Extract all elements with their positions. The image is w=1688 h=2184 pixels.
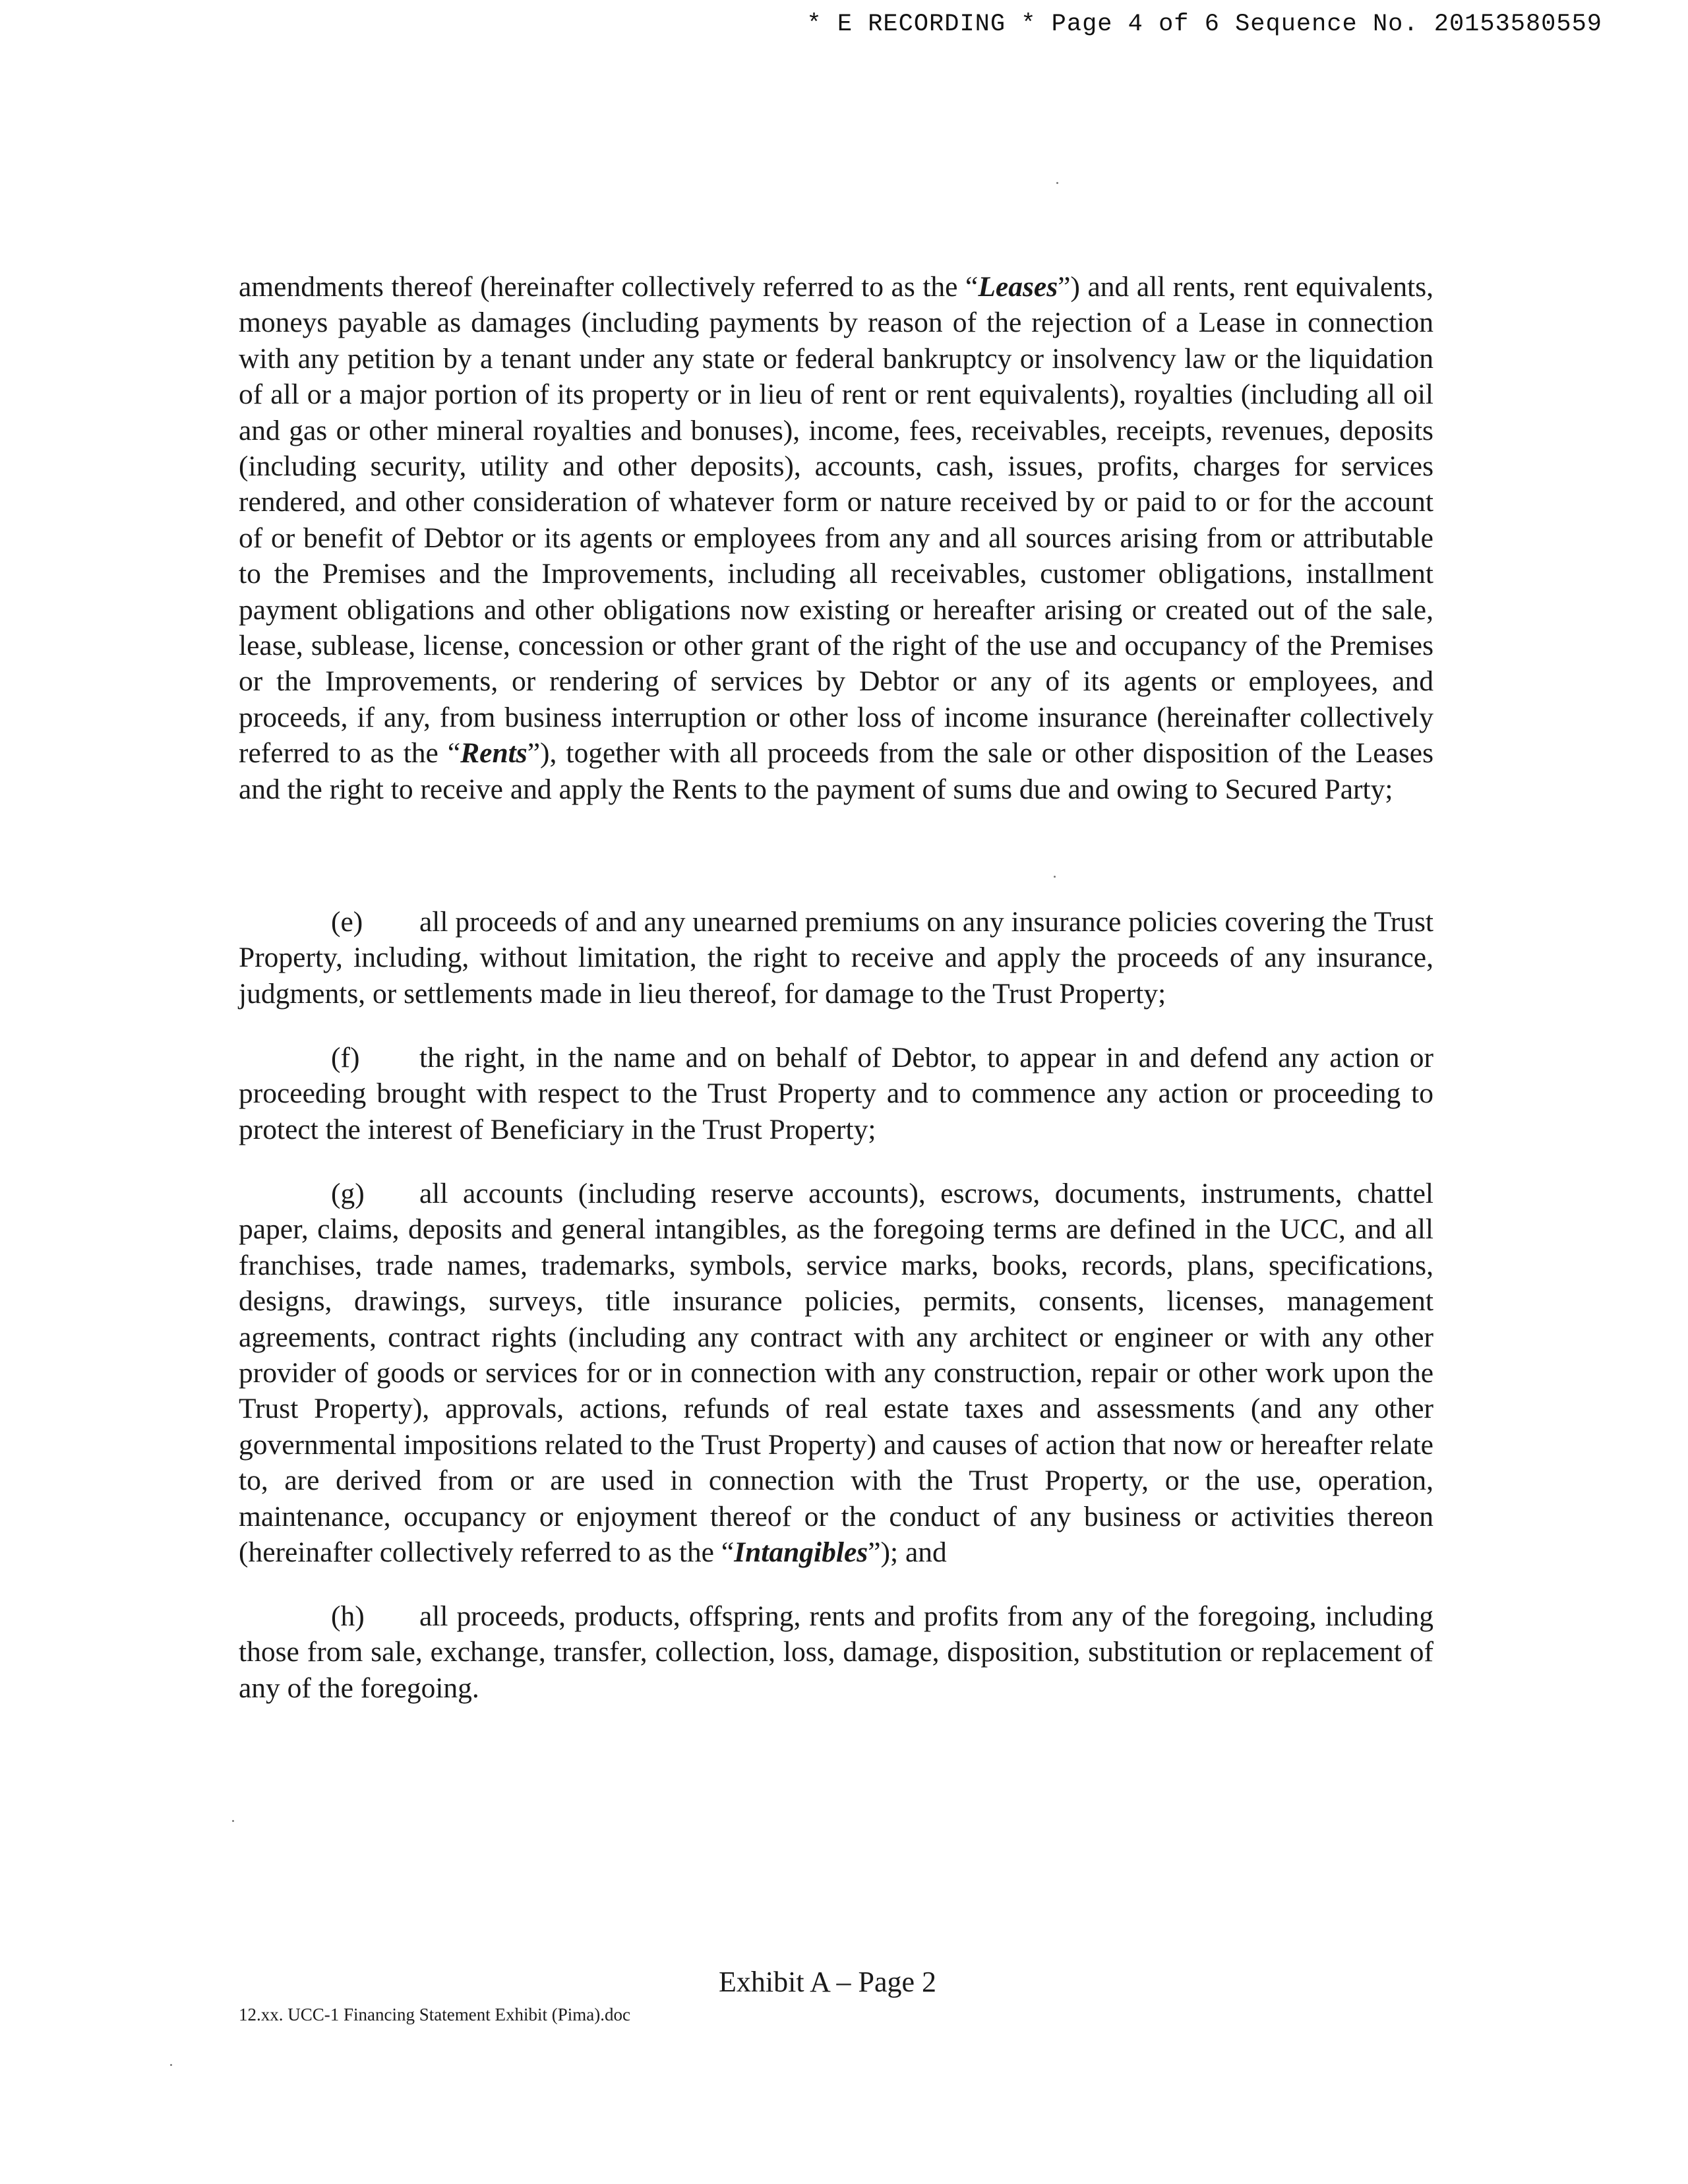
item-h-paragraph bbox=[239, 1598, 1433, 1706]
item-g-text-1: all accounts (including reserve accounts), escrows, documents, instruments, chattel paper, claims, deposits and general intangibles, as the foregoing terms are defined in the UCC, and all franchises, trade names, trademarks, symbols, service marks, books, records, plans, specifications, designs, drawings, surveys, title insurance policies, permits, consents, licenses, management agreements, contract rights (including any contract with any architect or engineer or with any other provider of goods or services for or in connection with any construction, repair or other work upon the Trust Property), approvals, actions, refunds of real estate taxes and assessments (and any other governmental impositions related to the Trust Property) and causes of action that now or hereafter relate to, are derived from or are used in connection with the Trust Property, or the use, operation, maintenance, occupancy or enjoyment thereof or the conduct of any business or activities thereon (hereinafter collectively referred to as the “ bbox=[239, 1178, 1433, 1569]
item-f-text: the right, in the name and on behalf of Debtor, to appear in and defend any action or proceeding brought with respect to the Trust Property and to commence any action or proceeding to protect the interest of Beneficiary in the Trust Property; bbox=[239, 1042, 1433, 1145]
defined-term-rents: Rents bbox=[460, 737, 528, 770]
defined-term-intangibles: Intangibles bbox=[734, 1536, 868, 1569]
item-g-text-2: ”); and bbox=[868, 1536, 947, 1569]
item-h-label: (h) bbox=[331, 1600, 365, 1632]
continuation-text-3: ”), together with all proceeds from the sale or other disposition of the Leases and the right to receive and apply the Rents to the payment of sums due and owing to Secured Party; bbox=[239, 737, 1434, 805]
item-f-label: (f) bbox=[331, 1042, 360, 1074]
continuation-text-1: amendments thereof (hereinafter collectively referred to as the “ bbox=[239, 271, 979, 303]
item-g-label: (g) bbox=[331, 1178, 365, 1209]
item-f-paragraph bbox=[239, 1040, 1433, 1147]
item-e-paragraph bbox=[239, 904, 1433, 1012]
item-h-text: all proceeds, products, offspring, rents and profits from any of the foregoing, including those from sale, exchange, transfer, collection, loss, damage, disposition, substitution or replacement of any of the foregoing. bbox=[239, 1600, 1433, 1704]
scan-speck bbox=[1054, 876, 1056, 878]
defined-term-leases: Leases bbox=[978, 271, 1058, 303]
recording-stamp-header: * E RECORDING * Page 4 of 6 Sequence No. 20153580559 bbox=[806, 11, 1602, 38]
scan-speck bbox=[1056, 182, 1058, 184]
exhibit-page-label: Exhibit A – Page 2 bbox=[719, 1966, 936, 1998]
scan-speck bbox=[170, 2064, 172, 2066]
item-g-paragraph bbox=[239, 1176, 1433, 1570]
continuation-text-2: ”) and all rents, rent equivalents, moneys payable as damages (including payments by reason of the rejection of a Lease in connection with any petition by a tenant under any state or federal bankruptcy or insolvency law or the liquidation of all or a major portion of its property or in lieu of rent or rent equivalents), royalties (including all oil and gas or other mineral royalties and bonuses), income, fees, receivables, receipts, revenues, deposits (including security, utility and other deposits), accounts, cash, issues, profits, charges for services rendered, and other consideration of whatever form or nature received by or paid to or for the account of or benefit of Debtor or its agents or employees from any and all sources arising from or attributable to the Premises and the Improvements, including all receivables, customer obligations, installment payment obligations and other obligations now existing or hereafter arising or created out of the sale, lease, sublease, license, concession or other grant of the right of the use and occupancy of the Premises or the Improvements, or rendering of services by Debtor or any of its agents or employees, and proceeds, if any, from business interruption or other loss of income insurance (hereinafter collectively referred to as the “ bbox=[239, 271, 1434, 770]
item-e-text: all proceeds of and any unearned premiums on any insurance policies covering the Trust Property, including, without limitation, the right to receive and apply the proceeds of any insurance, judgments, or settlements made in lieu thereof, for damage to the Trust Property; bbox=[239, 906, 1433, 1010]
continuation-paragraph bbox=[239, 269, 1433, 807]
footer-file-name: 12.xx. UCC-1 Financing Statement Exhibit (Pima).doc bbox=[239, 2005, 630, 2024]
scan-speck bbox=[232, 1820, 234, 1822]
item-e-label: (e) bbox=[331, 906, 363, 938]
